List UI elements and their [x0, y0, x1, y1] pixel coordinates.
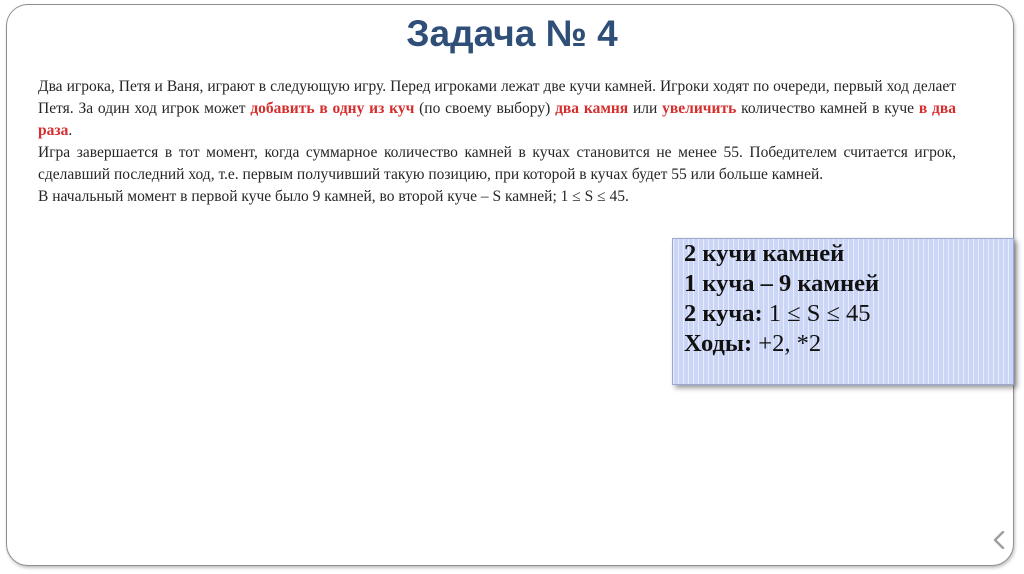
text-segment: . — [68, 122, 73, 139]
summary-line — [684, 329, 1013, 359]
highlight-two-stones: два камня — [555, 100, 629, 117]
highlight-double: в два раза — [38, 100, 956, 139]
highlight-increase: увеличить — [662, 100, 737, 117]
task-paragraph — [38, 186, 956, 208]
summary-line — [684, 269, 1013, 299]
slide-title: Задача № 4 — [406, 13, 618, 54]
text-segment: или — [628, 100, 663, 117]
summary-line-bold: 1 куча – 9 камней — [684, 270, 880, 297]
summary-line-rest: 1 ≤ S ≤ 45 — [762, 300, 871, 327]
task-paragraph — [38, 76, 956, 142]
previous-slide-button[interactable] — [990, 528, 1008, 552]
summary-line-bold: 2 куча: — [684, 300, 763, 327]
text-segment: Два игрока, Петя и Ваня, играют в следующую игру. Перед игроками лежат две кучи камней. Игроки ходят по очереди, первый ход делает Петя. За один ход игрок может — [38, 78, 956, 117]
highlight-add-to-pile: добавить в одну из куч — [250, 100, 415, 117]
summary-line-rest: +2, *2 — [752, 330, 822, 357]
text-segment: Игра завершается в тот момент, когда суммарное количество камней в кучах становится не менее 55. Победителем считается игрок, сделавший последний ход, т.е. первым получивший такую позицию, при которой в кучах будет 55 или больше камней. — [38, 144, 956, 183]
task-text — [38, 76, 956, 208]
text-segment: количество камней в куче — [736, 100, 919, 117]
summary-line-bold: Ходы: — [684, 330, 753, 357]
chevron-left-icon — [993, 531, 1005, 549]
summary-line — [684, 239, 1013, 269]
task-paragraph — [38, 142, 956, 186]
summary-line — [684, 299, 1013, 329]
text-segment: В начальный момент в первой куче было 9 камней, во второй куче – S камней; 1 ≤ S ≤ 45. — [38, 188, 629, 205]
summary-box — [672, 238, 1014, 385]
text-segment: (по своему выбору) — [414, 100, 556, 117]
summary-line-bold: 2 кучи камней — [684, 240, 845, 267]
